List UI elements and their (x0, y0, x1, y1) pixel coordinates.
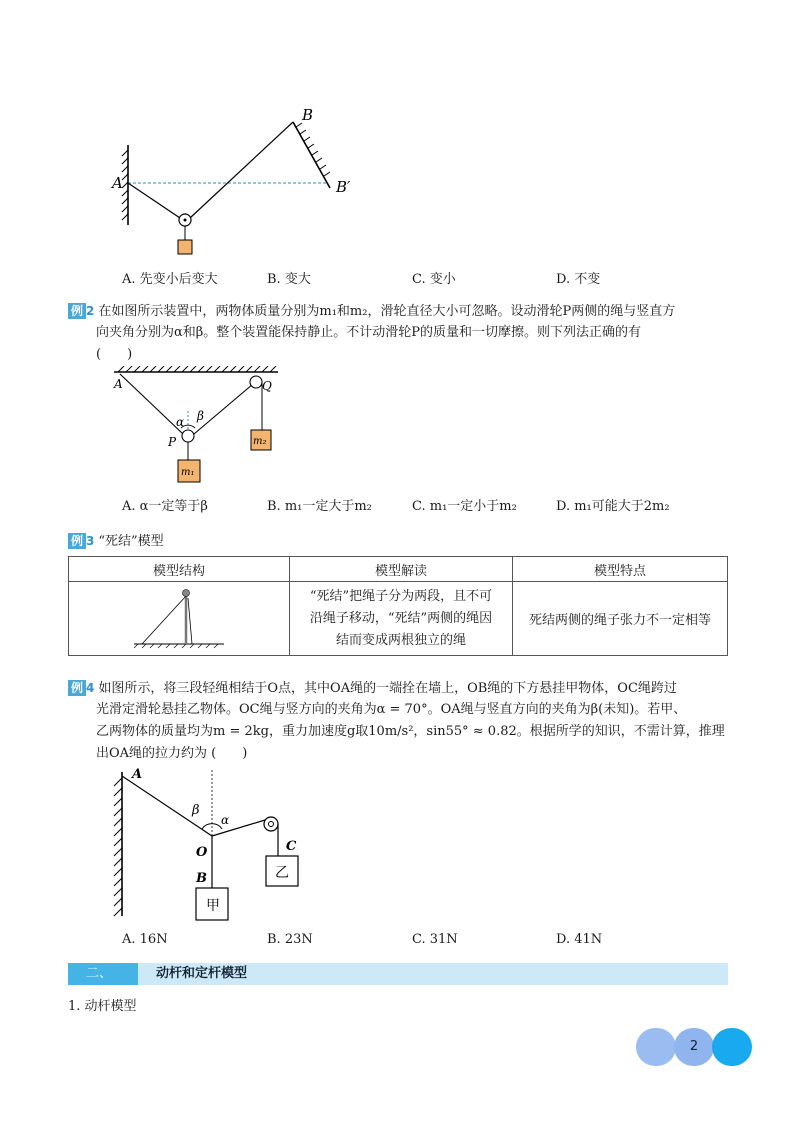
ex4-line1: 如图所示，将三段轻绳相结于O点，其中OA绳的一端拴在墙上，OB绳的下方悬挂甲物体，OC绳跨过 (98, 681, 677, 696)
label-O: O (196, 845, 208, 860)
table-cell-interpretation (290, 582, 513, 656)
example-number: 2 (86, 304, 95, 318)
page-number: 2 (689, 1039, 699, 1054)
label-B-prime: B′ (336, 178, 351, 196)
ex4-option-a[interactable]: A. 16N (122, 932, 168, 947)
section-title: 动杆和定杆模型 (156, 966, 248, 981)
example-4-question (68, 677, 738, 700)
ex4-line2: 光滑定滑轮悬挂乙物体。OC绳与竖方向的夹角为α = 70°。OA绳与竖直方向的夹角为β(未知)。若甲、 (96, 702, 687, 717)
ex2-line1: 在如图所示装置中，两物体质量分别为m₁和m₂，滑轮直径大小可忽略。设动滑轮P两侧的绳与竖直方 (98, 304, 676, 319)
label-m1: m₁ (181, 467, 195, 478)
ex4-option-d[interactable]: D. 41N (556, 932, 603, 947)
label-m2: m₂ (253, 436, 267, 447)
label-beta: β (197, 409, 204, 423)
label-P: P (168, 435, 177, 449)
label-B: B (196, 871, 207, 886)
label-C: C (286, 839, 297, 854)
example-number: 3 (86, 534, 95, 548)
ex2-option-b[interactable]: B. m₁一定大于m₂ (267, 499, 372, 514)
example-tag: 例 (68, 680, 86, 696)
q1-option-b[interactable]: B. 变大 (267, 272, 311, 287)
table-header-structure: 模型结构 (69, 557, 290, 582)
label-Q: Q (262, 379, 272, 393)
example-3-title (68, 530, 164, 553)
dead-knot-diagram (124, 584, 234, 650)
section-number: 二、 (68, 963, 138, 985)
example-tag: 例 (68, 303, 86, 319)
section-header (68, 963, 728, 985)
ex2-option-d[interactable]: D. m₁可能大于2m₂ (556, 499, 670, 514)
ex4-line3: 乙两物体的质量均为m = 2kg，重力加速度g取10m/s²，sin55° ≈ 0.82。根据所学的知识，不需计算，推理 (96, 724, 725, 739)
page-indicator (636, 1028, 752, 1066)
ex4-option-b[interactable]: B. 23N (267, 932, 313, 947)
q1-option-a[interactable]: A. 先变小后变大 (122, 272, 218, 287)
pager-left-circle (636, 1028, 676, 1066)
label-alpha: α (176, 415, 185, 429)
q1-option-d[interactable]: D. 不变 (556, 272, 601, 287)
interpret-line-3: 结而变成两根独立的绳 (335, 632, 466, 648)
ex4-option-c[interactable]: C. 31N (412, 932, 458, 947)
example-number: 4 (86, 681, 95, 695)
figure-pulley-wall-incline (100, 100, 380, 260)
model-table (68, 556, 728, 656)
example-2-question (68, 300, 738, 323)
ex4-line4: 出OA绳的拉力约为 ( ) (96, 746, 248, 761)
subsection-title: 1. 动杆模型 (68, 999, 137, 1014)
table-header-interpretation: 模型解读 (290, 557, 513, 582)
block-jia-label: 甲 (206, 898, 220, 914)
interpret-line-2: 沿绳子移动，“死结”两侧的绳因 (309, 610, 493, 626)
ex2-line2: 向夹角分别为α和β。整个装置能保持静止。不计动滑轮P的质量和一切摩擦。则下列法正确的有 (96, 325, 642, 340)
label-A: A (132, 767, 143, 782)
label-alpha: α (221, 813, 230, 827)
label-A: A (114, 377, 123, 391)
ex2-option-c[interactable]: C. m₁一定小于m₂ (412, 499, 517, 514)
table-cell-feature: 死结两侧的绳子张力不一定相等 (513, 582, 728, 656)
figure-three-ropes-knot (100, 766, 320, 926)
label-A: A (112, 174, 123, 192)
example-tag: 例 (68, 533, 86, 549)
ex2-line3: ( ) (96, 347, 133, 362)
figure-movable-pulley (108, 366, 288, 488)
q1-option-c[interactable]: C. 变小 (412, 272, 456, 287)
ex3-title: “死结”模型 (98, 534, 164, 549)
ex2-option-a[interactable]: A. α一定等于β (122, 499, 208, 514)
table-cell-structure (69, 582, 290, 656)
label-beta: β (192, 803, 200, 818)
interpret-line-1: “死结”把绳子分为两段，且不可 (309, 588, 493, 604)
label-B: B (302, 106, 314, 124)
pager-right-circle (712, 1028, 752, 1066)
block-yi-label: 乙 (275, 865, 289, 881)
table-header-features: 模型特点 (513, 557, 728, 582)
